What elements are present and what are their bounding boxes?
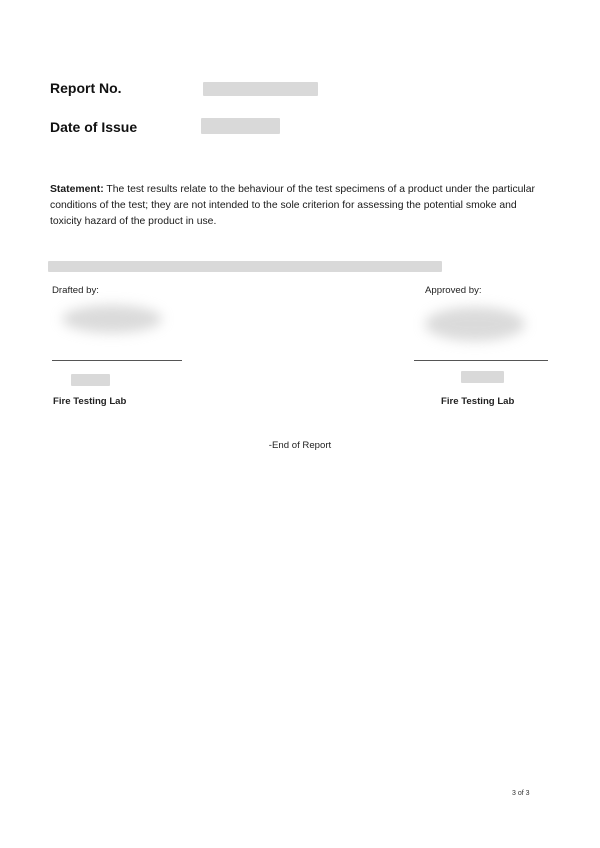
drafted-signature-line	[52, 360, 182, 361]
statement-text: The test results relate to the behaviour of the test specimens of a product under the particular conditions of the test; they are not intended to the sole criterion for assessing the potential smoke and toxicity hazard of the product in use.	[50, 184, 535, 227]
statement-label: Statement:	[50, 184, 104, 195]
drafted-name-redacted	[71, 374, 110, 386]
approved-name-redacted	[461, 371, 504, 383]
report-no-label: Report No.	[50, 80, 122, 96]
report-no-redacted	[203, 82, 318, 96]
approved-signature-image	[425, 307, 525, 341]
drafted-signature-image	[62, 305, 162, 333]
redacted-bar	[48, 261, 442, 272]
statement-paragraph	[50, 182, 548, 230]
date-of-issue-redacted	[201, 118, 280, 134]
approved-signature-line	[414, 360, 548, 361]
page-number: 3 of 3	[512, 790, 530, 797]
drafted-by-label: Drafted by:	[52, 285, 99, 296]
end-of-report: -End of Report	[268, 440, 332, 451]
right-lab-name: Fire Testing Lab	[441, 396, 515, 407]
date-of-issue-label: Date of Issue	[50, 119, 138, 135]
approved-by-label: Approved by:	[425, 285, 482, 296]
left-lab-name: Fire Testing Lab	[53, 396, 127, 407]
